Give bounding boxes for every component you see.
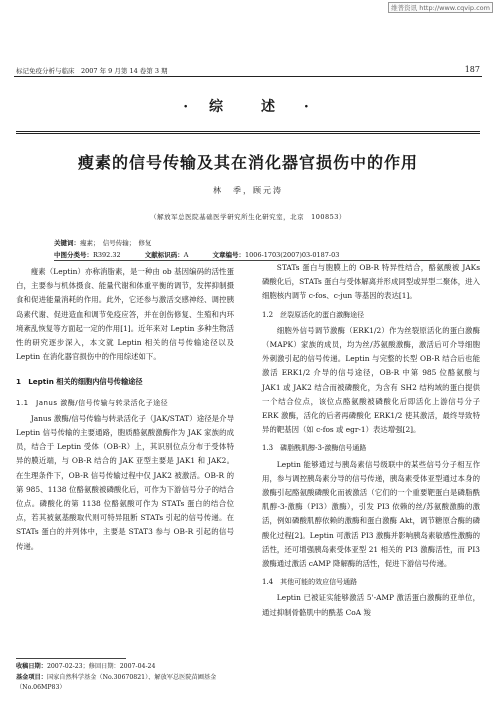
article-id-value: 1006-1703(2007)03-0187-03 [245, 251, 340, 259]
left-column [16, 265, 234, 554]
paper-title: 瘦素的信号传输及其在消化器官损伤中的作用 [77, 153, 418, 172]
pi3k-paragraph: Leptin 能够通过与胰岛素信号级联中的某些信号分子相互作用，参与调控胰岛素分导的信号传递，胰岛素受体亚型通过本身的激酶引起酪氨酸磷酸化而被激活（它们的一个重要靶蛋白是磷脂酰肌醇-3-激酶（PI3）激酶），引发 PI3 依赖的丝/苏氨酸激酶的激活，例如磷酸肌醇依赖的激酶和蛋白激酶 Akt，调节糖原合酶的磷酸化过程[2]。Leptin 可激活 PI3 激酶并影响胰岛素敏感性激酶的活性，还可增强胰岛素受体亚型 21 相关的 PI3 激酶活性，而 PI3 激酶通过激活 cAMP 降解酶的活性，促进下游信号传递。 [262, 459, 480, 569]
received-value: 2007-02-23；修回日期：2007-04-24 [46, 663, 156, 670]
section-title [0, 96, 496, 116]
clc-value: R392.32 [93, 251, 121, 259]
doc-code-label: 文献标识码： [144, 251, 184, 259]
section-title-text: 综 述 [209, 99, 287, 115]
authors: 林 季，顾元涛 [213, 186, 283, 195]
jak-stat-paragraph: Janus 激酶/信号传输与转录活化子（JAK/STAT）途径是介导 Leptin 信号传输的主要通路，胞质酪氨酸激酶作为 JAK 家族的成员，结合于 Leptin 受体（OB-R）上，其识别位点分布于受体特异的膜近端，与 OB-R 结合的 JAK 亚型主要是 JAK1 和 JAK2。在生理条件下，OB-R 信号传输过程中仅 JAK2 被激活。OB-R 的第 985、1138 位酪氨酸被磷酸化后，可作为下游信号分子的结合位点。磷酸化的第 1138 位酪氨酸可作为 STATs 蛋白的结合位点，若其被氨基酸取代则可特异阻断 STATs 引起的信号传递。在 STATs 蛋白的并列体中，主要是 STAT3 参与 OB-R 引起的信号传递。 [16, 413, 234, 551]
received-label: 收稿日期： [16, 663, 47, 670]
footnote-fund [16, 673, 246, 693]
mapk-paragraph: 细胞外信号调节激酶（ERK1/2）作为丝裂原活化的蛋白激酶（MAPK）家族的成员，均为丝/苏氨酸激酶，激活后可介导细胞外刺激引起的信号传递。Leptin 与完整的长型 OB-R 结合后也能激活 ERK1/2 介导的信号途径，OB-R 中第 985 位酪氨酸与 JAK1 或 JAK2 结合而被磷酸化，为含有 SH2 结构域的蛋白提供一个结合位点，该位点酪氨酸被磷酸化后即活化上游信号分子 ERK 激酶，活化的后者再磷酸化 ERK1/2 使其激活，最终导致特异的靶基因（如 c-fos 或 egr-1）表达增强[2]。 [262, 325, 480, 435]
other-pathways-paragraph: Leptin 已被证实能够激活 5'-AMP 激活蛋白激酶的亚单位，通过抑制骨骼肌中的酰基 CoA 羧 [262, 593, 480, 617]
intro-paragraph: 瘦素（Leptin）亦称消脂素，是一种由 ob 基因编码的活性蛋白，主要参与机体摄食、能量代谢和体重平衡的调节，发挥抑制摄食和促进能量消耗的作用。此外，它还参与激活交感神经、调控胰岛素代谢、促进造血和调节免疫应答，并在创伤修复、生殖和内环境紊乱恢复等方面起一定的作用[1]。近年来对 Leptin 多种生物活性的研究逐步深入，本文就 Leptin 相关的信号传输途径以及 Leptin 在消化器官损伤中的作用综述如下。 [16, 267, 234, 362]
doc-code-value: A [183, 251, 189, 259]
page-number: 187 [464, 65, 480, 74]
title-rule-bottom [16, 133, 480, 134]
footnote-rule [16, 658, 126, 659]
keywords-label: 关键词： [54, 239, 80, 247]
keywords [54, 238, 152, 247]
section-bullet-left: · [183, 99, 193, 115]
heading-1-4: 1.4 其他可能的效应信号通路 [262, 578, 358, 587]
title-rule-top [16, 131, 480, 132]
right-column [262, 261, 480, 620]
watermark: 维普资讯 http://www.cqvip.com [388, 2, 493, 13]
heading-1-2: 1.2 丝裂原活化的蛋白激酶途径 [262, 310, 365, 319]
classification [54, 250, 339, 259]
running-head: 标记免疫分析与临床 2007 年 9 月第 14 卷第 3 期 [16, 67, 168, 75]
header-rule [14, 76, 482, 77]
footnote-received [16, 662, 246, 672]
section-bullet-right: · [303, 99, 313, 115]
fund-label: 基金项目： [16, 674, 47, 681]
heading-1: 1 Leptin 相关的细胞内信号传输途径 [16, 377, 143, 387]
fund-value: 国家自然科学基金（No.30670821）、解放军总医院苗圃基金（No.06MP83） [16, 674, 217, 691]
clc-label: 中图分类号： [54, 251, 93, 259]
keywords-value: 瘦素； 信号传输； 修复 [80, 239, 152, 247]
heading-1-3: 1.3 磷脂酰肌醇-3-激酶信号通路 [262, 444, 367, 453]
affiliation: （解放军总医院基础医学研究所生化研究室，北京 100853） [150, 213, 346, 221]
stat-paragraph: STATs 蛋白与胞膜上的 OB-R 特异性结合，酪氨酸被 JAKs 磷酸化后，STATs 蛋白与受体解离并形成同型或异型二聚体，进入细胞核内调节 c-fos、c-jun 等基因的表达[1]。 [262, 263, 480, 301]
article-id-label: 文章编号： [212, 251, 245, 259]
heading-1-1: 1.1 Janus 激酶/信号传输与转录活化子途径 [16, 398, 169, 407]
